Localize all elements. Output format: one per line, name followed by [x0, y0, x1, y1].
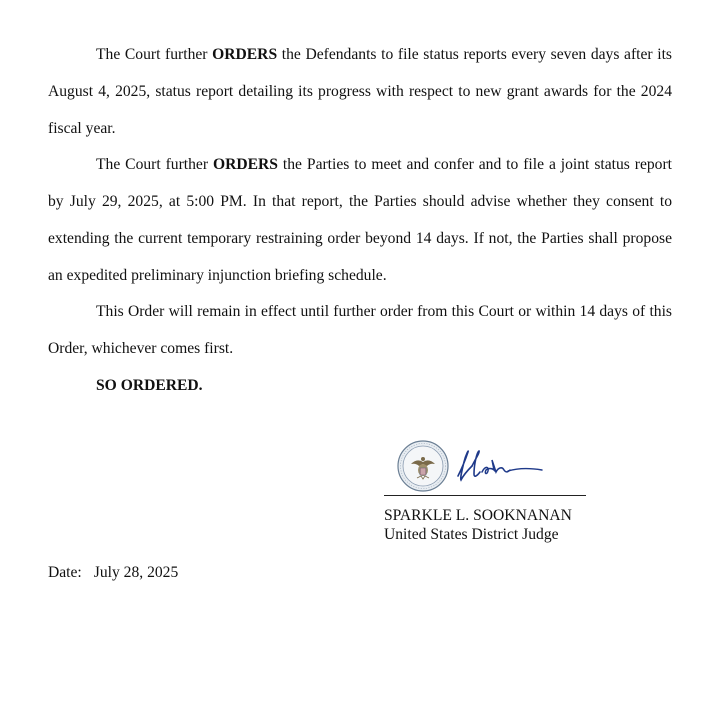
paragraph-text: the Parties to meet and confer and to file a joint status report by July 29, 2025, at 5:00 PM. In that report, the Parties should advise whether they consent to extending the current temporary restraining order beyond 14 days. If not, the Parties shall propose an expedited preliminary injunction briefing schedule.: [48, 156, 672, 284]
handwritten-signature-icon: [452, 446, 548, 486]
order-paragraph-meet-and-confer: [48, 146, 672, 294]
paragraph-text: The Court further: [96, 46, 213, 63]
date-value: July 28, 2025: [93, 564, 179, 581]
court-seal-icon: [397, 440, 449, 492]
so-ordered-heading: SO ORDERED.: [96, 377, 203, 394]
judge-title: United States District Judge: [384, 526, 559, 543]
paragraph-bold-orders: ORDERS: [212, 46, 278, 63]
order-paragraph-effect: This Order will remain in effect until further order from this Court or within 14 days of this Order, whichever comes first.: [48, 303, 672, 357]
paragraph-text: The Court further: [96, 156, 213, 173]
paragraph-bold-orders: ORDERS: [212, 156, 278, 173]
paragraph-text: the Defendants to file status reports every seven days after its August 4, 2025, status report detailing its progress with respect to new grant awards for the 2024 fiscal year.: [48, 46, 672, 137]
judge-name: SPARKLE L. SOOKNANAN: [384, 507, 572, 524]
order-paragraph-status-reports: [48, 36, 672, 147]
signature-line: [384, 495, 586, 496]
date-row: [48, 562, 178, 584]
date-label: Date:: [48, 564, 82, 581]
